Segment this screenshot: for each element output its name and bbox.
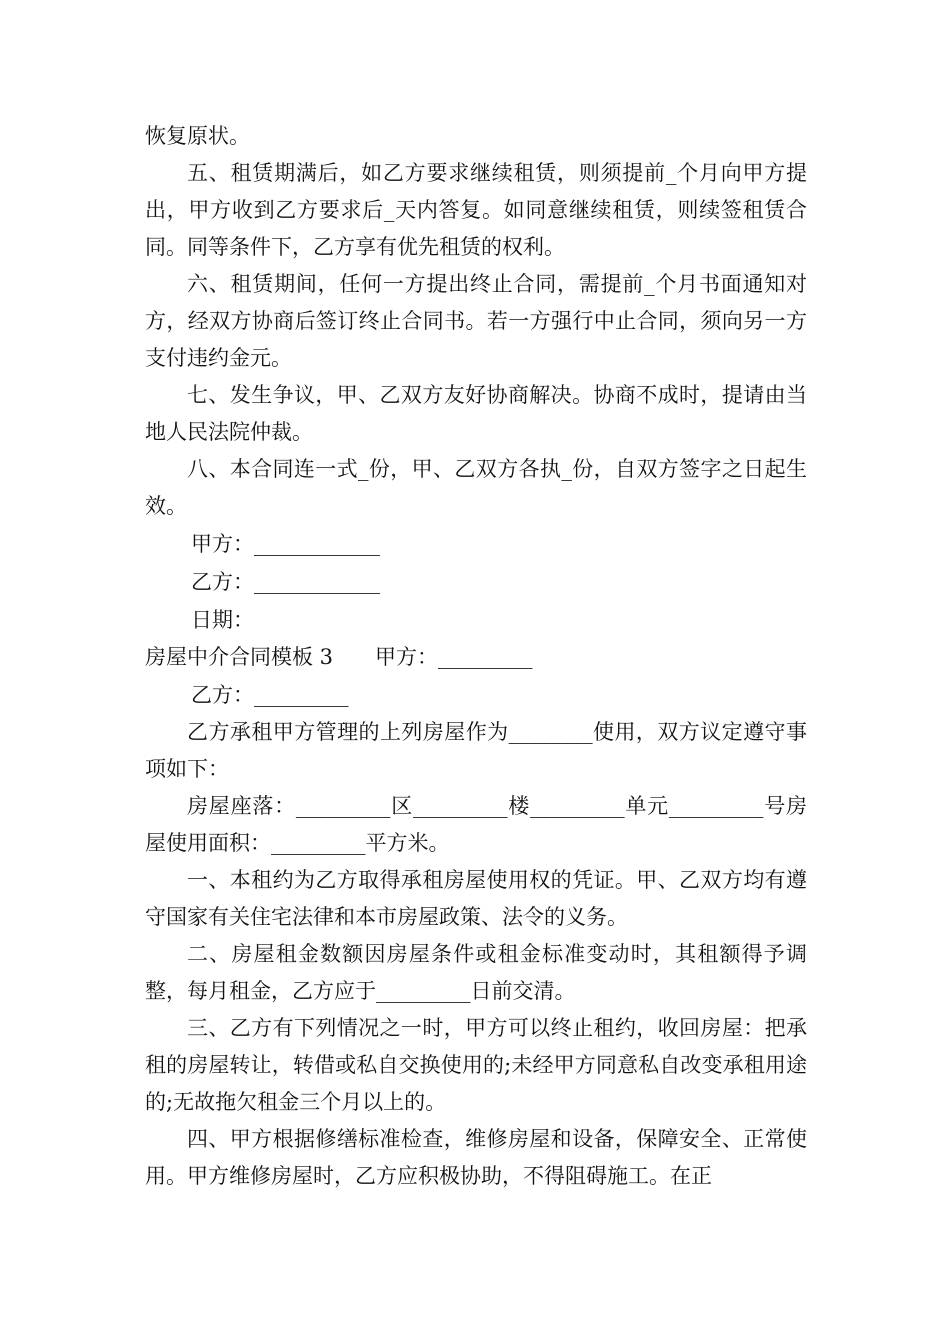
paragraph-restore: 恢复原状。 bbox=[145, 124, 250, 148]
template-3-title: 房屋中介合同模板 3 甲方：_________ bbox=[145, 645, 533, 669]
clause-1-lease-certificate: 一、本租约为乙方取得承租房屋使用权的凭证。甲、乙双方均有遵守国家有关住宅法律和本市房屋政策、法令的义务。 bbox=[145, 868, 807, 929]
document-body bbox=[145, 118, 807, 1195]
clause-6-termination: 六、租赁期间，任何一方提出终止合同，需提前_个月书面通知对方，经双方协商后签订终止合同书。若一方强行中止合同，须向另一方支付违约金元。 bbox=[145, 272, 807, 370]
clause-7-dispute: 七、发生争议，甲、乙双方友好协商解决。协商不成时，提请由当地人民法院仲裁。 bbox=[145, 383, 807, 444]
clause-4-maintenance: 四、甲方根据修缮标准检查，维修房屋和设备，保障安全、正常使用。甲方维修房屋时，乙方应积极协助，不得阻碍施工。在正 bbox=[145, 1127, 807, 1188]
party-b-signature-line: 乙方：____________ bbox=[191, 570, 380, 594]
clause-8-copies: 八、本合同连一式_份，甲、乙双方各执_份，自双方签字之日起生效。 bbox=[145, 457, 807, 518]
date-line: 日期： bbox=[191, 608, 254, 632]
template-3-party-b: 乙方：_________ bbox=[191, 683, 349, 707]
clause-5-renewal: 五、租赁期满后，如乙方要求继续租赁，则须提前_个月向甲方提出，甲方收到乙方要求后_天内答复。如同意继续租赁，则续签租赁合同。同等条件下，乙方享有优先租赁的权利。 bbox=[145, 161, 807, 259]
party-a-signature-line: 甲方：____________ bbox=[191, 532, 380, 556]
template-3-intro: 乙方承租甲方管理的上列房屋作为________使用，双方议定遵守事项如下： bbox=[145, 720, 807, 781]
clause-2-rent-adjustment: 二、房屋租金数额因房屋条件或租金标准变动时，其租额得予调整，每月租金，乙方应于_________日前交清。 bbox=[145, 942, 807, 1003]
clause-3-termination-conditions: 三、乙方有下列情况之一时，甲方可以终止租约，收回房屋：把承租的房屋转让，转借或私自交换使用的;未经甲方同意私自改变承租用途的;无故拖欠租金三个月以上的。 bbox=[145, 1016, 807, 1114]
property-location: 房屋座落：_________区_________楼_________单元_________号房屋使用面积：_________平方米。 bbox=[145, 794, 807, 855]
